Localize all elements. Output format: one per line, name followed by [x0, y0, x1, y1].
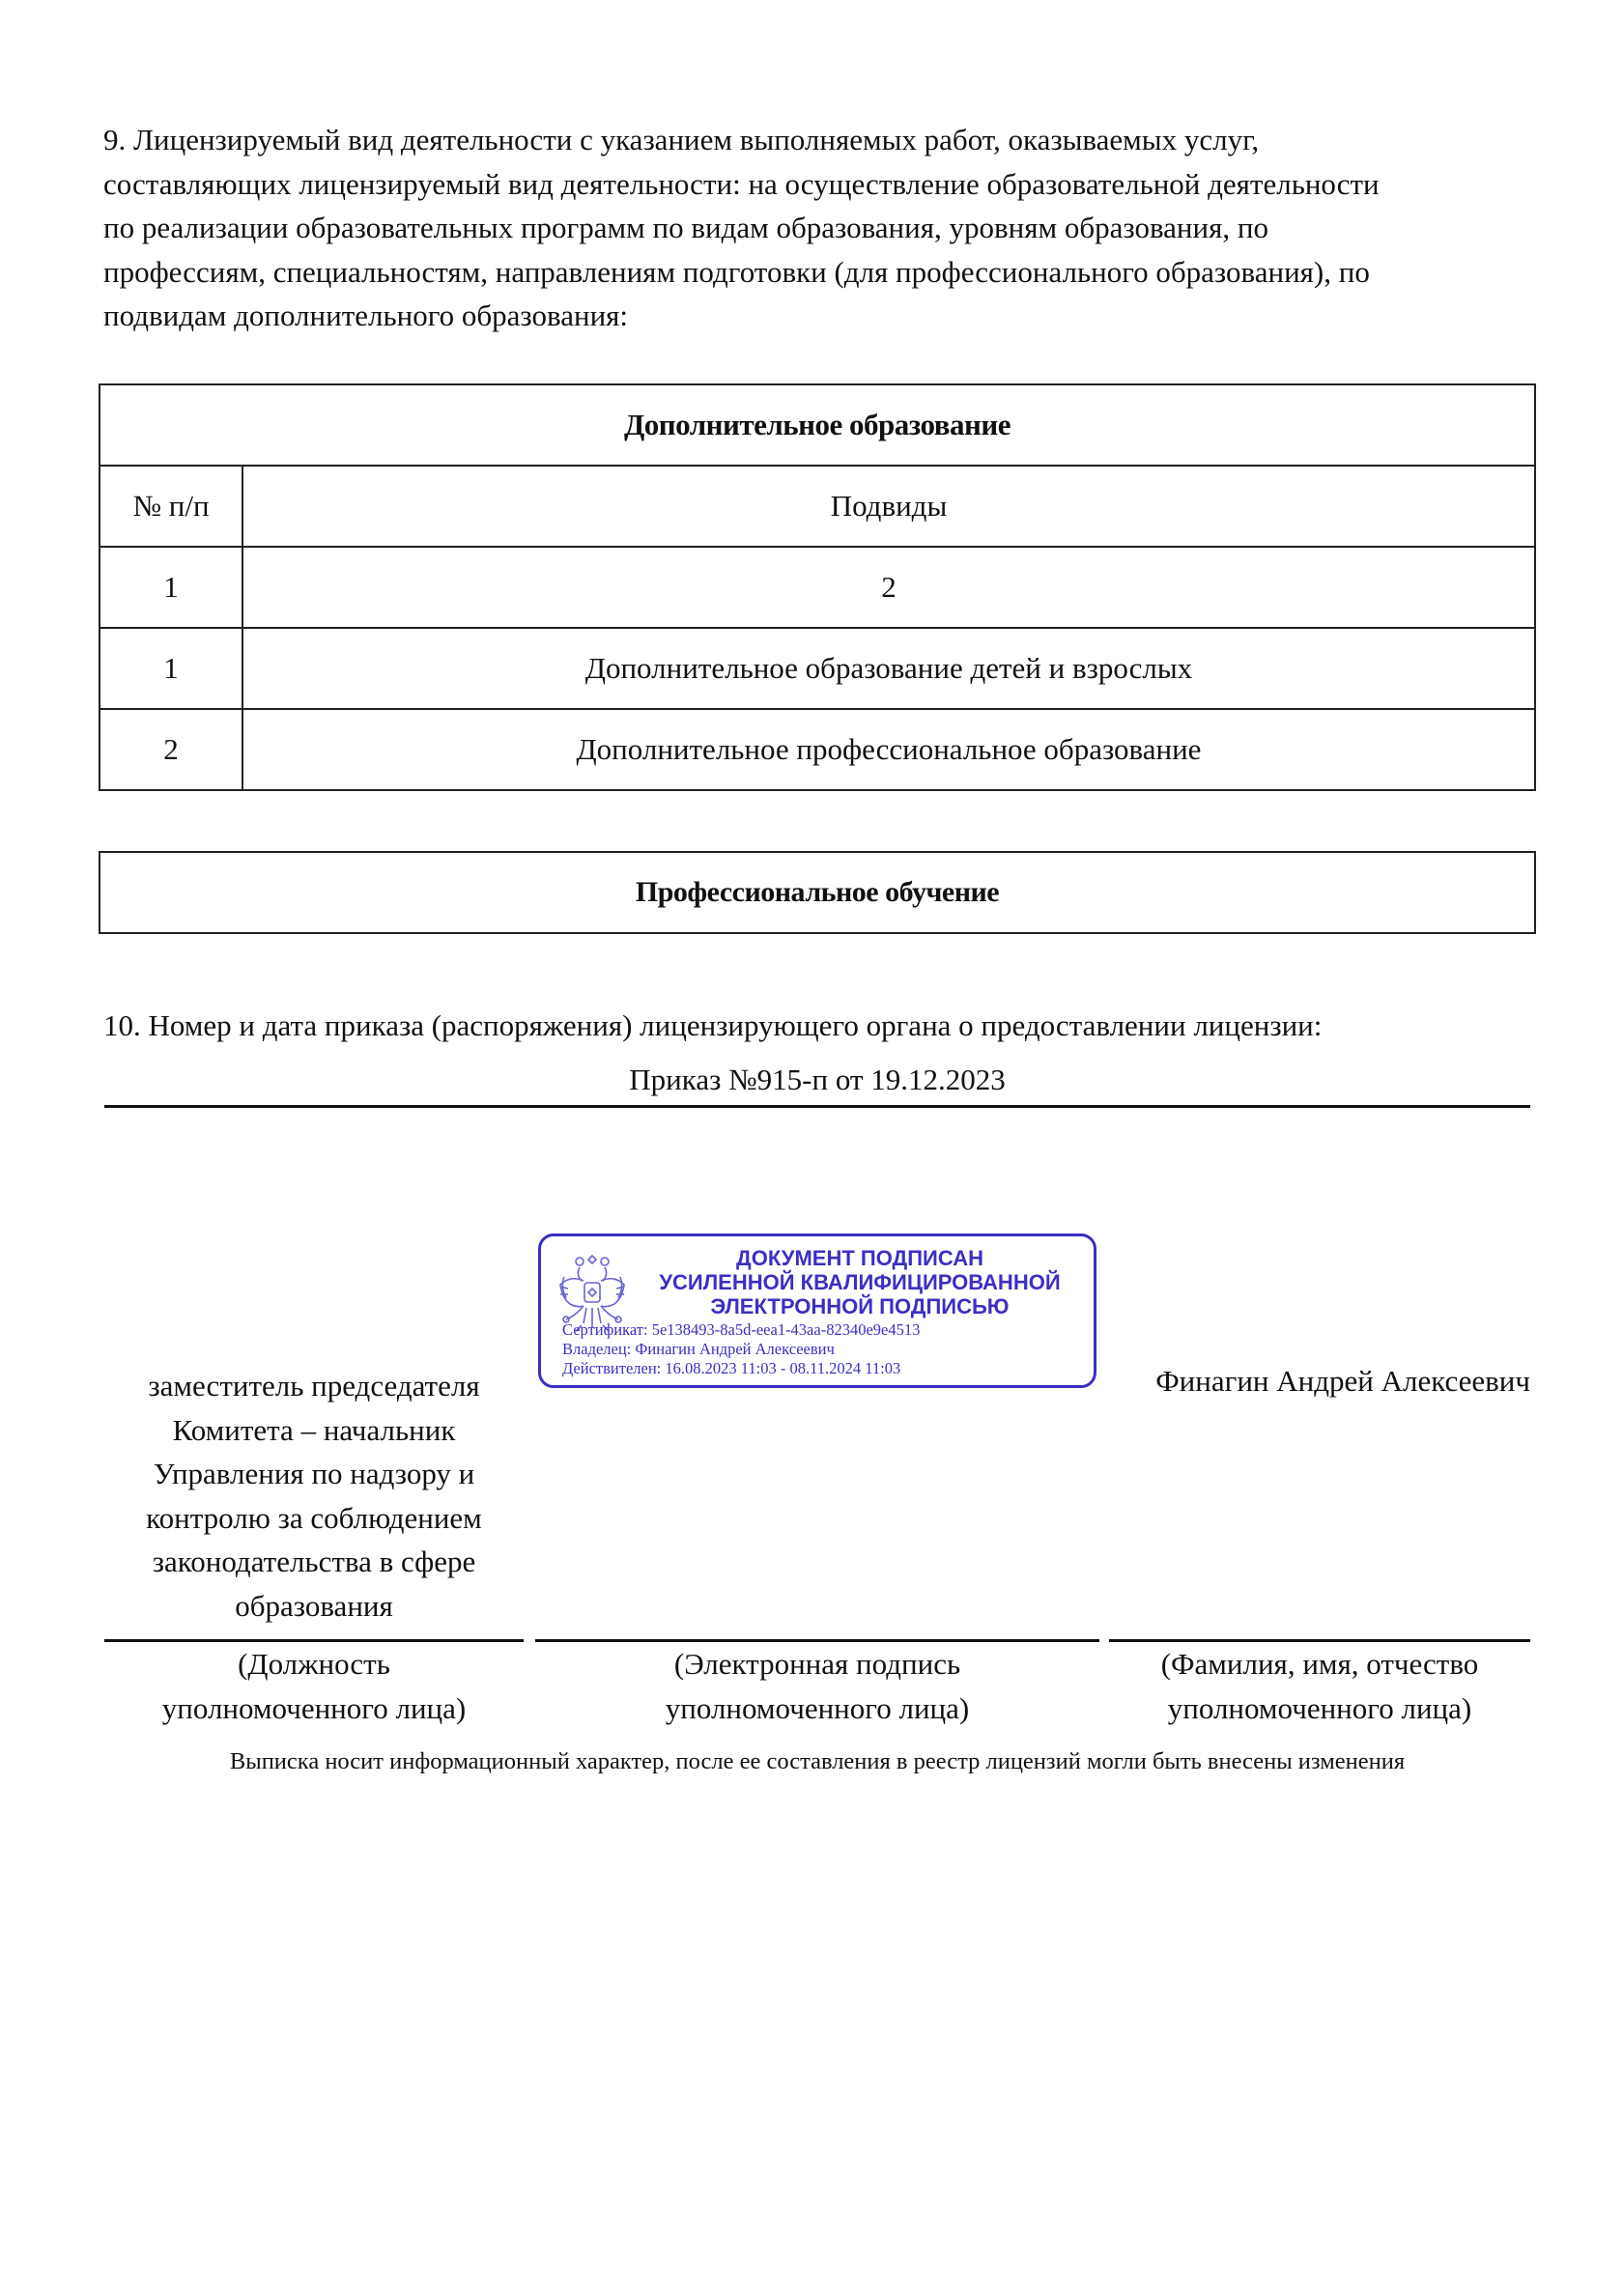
caption-line: уполномоченного лица) [1167, 1690, 1472, 1725]
table-row [100, 709, 1535, 790]
section-9-line: профессиям, специальностям, направлениям подготовки (для профессионального образования), по [103, 254, 1370, 289]
stamp-owner: Владелец: Финагин Андрей Алексеевич [562, 1340, 835, 1358]
table-title: Дополнительное образование [100, 384, 1535, 466]
section-10-label: 10. Номер и дата приказа (распоряжения) лицензирующего органа о предоставлении лицензии: [103, 1008, 1323, 1042]
row-subtype: Дополнительное профессиональное образование [242, 709, 1535, 790]
row-subtype: Дополнительное образование детей и взрослых [242, 628, 1535, 709]
caption-line: (Должность [238, 1647, 390, 1681]
caption-line: уполномоченного лица) [161, 1690, 467, 1725]
position-line: заместитель председателя [148, 1369, 480, 1403]
position-line: образования [235, 1588, 393, 1623]
table-header-row [100, 466, 1535, 547]
stamp-heading-line: ЭЛЕКТРОННОЙ ПОДПИСЬЮ [710, 1294, 1010, 1318]
position-line: контролю за соблюдением [146, 1500, 482, 1535]
column-header-subtypes: Подвиды [242, 466, 1535, 547]
order-underline [104, 1105, 1530, 1108]
stamp-validity: Действителен: 16.08.2023 11:03 - 08.11.2024 11:03 [562, 1359, 901, 1377]
e-signature-stamp [538, 1233, 1096, 1388]
position-line: законодательства в сфере [152, 1545, 476, 1578]
index-cell: 1 [100, 547, 242, 628]
section-9-text [103, 118, 1552, 338]
table-title-row [100, 384, 1535, 466]
table-row [100, 628, 1535, 709]
section-9-line: составляющих лицензируемый вид деятельности: на осуществление образовательной деятельности [103, 166, 1380, 201]
additional-education-table [99, 383, 1536, 791]
row-number: 2 [100, 709, 242, 790]
order-value: Приказ №915-п от 19.12.2023 [629, 1063, 1006, 1096]
signatory-position [104, 1364, 524, 1628]
signatory-name: Финагин Андрей Алексеевич [1155, 1364, 1530, 1398]
stamp-certificate: Сертификат: 5e138493-8a5d-eea1-43aa-82340e9e4513 [562, 1320, 921, 1339]
signature-caption [535, 1642, 1099, 1730]
section-9-line: 9. Лицензируемый вид деятельности с указанием выполняемых работ, оказываемых услуг, [103, 123, 1260, 156]
index-cell: 2 [242, 547, 1535, 628]
section-9-line: по реализации образовательных программ по видам образования, уровням образования, по [103, 211, 1268, 245]
stamp-heading-line: ДОКУМЕНТ ПОДПИСАН [736, 1246, 983, 1270]
position-caption [104, 1642, 524, 1730]
column-header-number: № п/п [100, 466, 242, 547]
caption-line: уполномоченного лица) [665, 1690, 970, 1725]
caption-line: (Электронная подпись [673, 1647, 961, 1681]
caption-line: (Фамилия, имя, отчество [1160, 1647, 1479, 1681]
professional-training-title: Профессиональное обучение [635, 876, 1000, 908]
informational-note: Выписка носит информационный характер, после ее составления в реестр лицензий могли быть внесены изменения [229, 1748, 1406, 1774]
table-index-row [100, 547, 1535, 628]
position-line: Комитета – начальник [172, 1412, 456, 1447]
name-caption [1109, 1642, 1530, 1730]
stamp-heading-line: УСИЛЕННОЙ КВАЛИФИЦИРОВАННОЙ [659, 1270, 1061, 1294]
professional-training-table [99, 851, 1536, 934]
position-line: Управления по надзору и [153, 1457, 475, 1490]
row-number: 1 [100, 628, 242, 709]
section-9-line: подвидам дополнительного образования: [103, 298, 629, 333]
